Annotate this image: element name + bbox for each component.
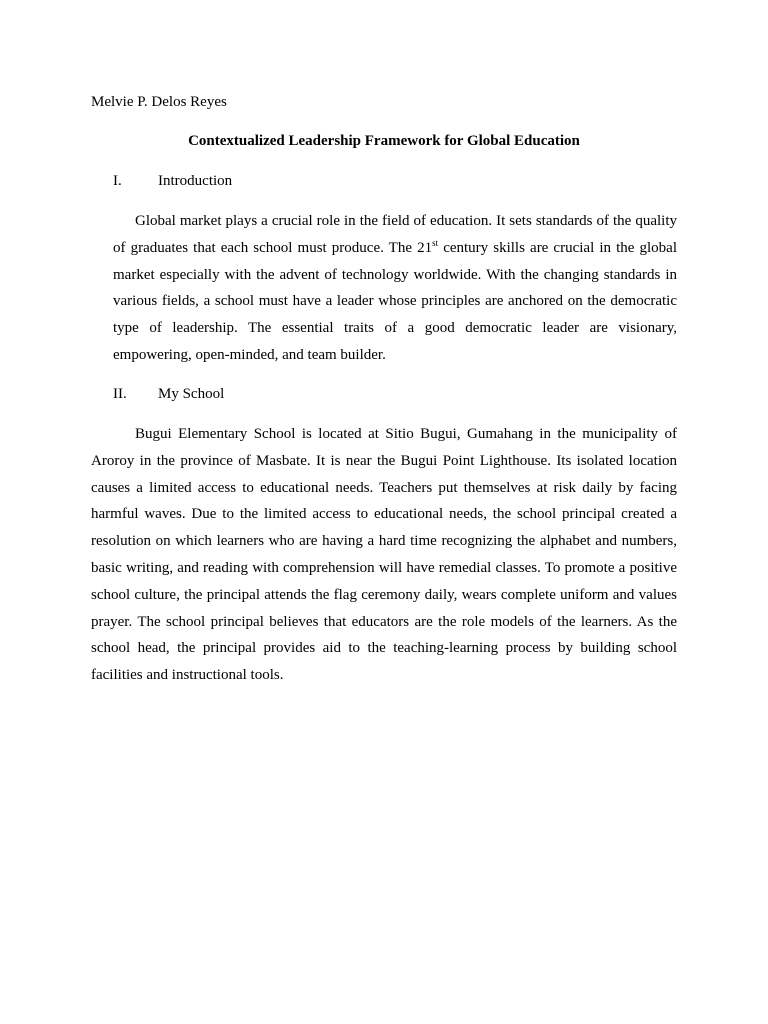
author-name: Melvie P. Delos Reyes <box>91 94 227 110</box>
introduction-paragraph <box>113 208 677 369</box>
section-number: I. <box>113 173 122 189</box>
section-title: Introduction <box>158 173 233 189</box>
document-title: Contextualized Leadership Framework for Global Education <box>188 133 580 149</box>
section-number: II. <box>113 386 127 402</box>
paragraph-text-continued: century skills are crucial in the global market especially with the advent of technology worldwide. With the changing standards in various fields, a school must have a leader whose principles are anchored on the democratic type of leadership. The essential traits of a good democratic leader are visionary, empowering, open-minded, and team builder. <box>113 239 677 363</box>
superscript-ordinal: st <box>432 237 439 248</box>
section-heading-my-school <box>113 385 224 403</box>
section-title: My School <box>158 386 225 402</box>
my-school-paragraph: Bugui Elementary School is located at Sitio Bugui, Gumahang in the municipality of Aroroy in the province of Masbate. It is near the Bugui Point Lighthouse. Its isolated location causes a limited access to educational needs. Teachers put themselves at risk daily by facing harmful waves. Due to the limited access to educational needs, the school principal created a resolution on which learners who are having a hard time recognizing the alphabet and numbers, basic writing, and reading with comprehension will have remedial classes. To promote a positive school culture, the principal attends the flag ceremony daily, wears complete uniform and values prayer. The school principal believes that educators are the role models of the learners. As the school head, the principal provides aid to the teaching-learning process by building school facilities and instructional tools. <box>91 426 677 684</box>
section-heading-introduction <box>113 172 232 190</box>
paragraph-text: Global market plays a crucial role in the field of education. It sets standards of the quality of graduates that each school must produce. The 21 <box>113 213 677 256</box>
